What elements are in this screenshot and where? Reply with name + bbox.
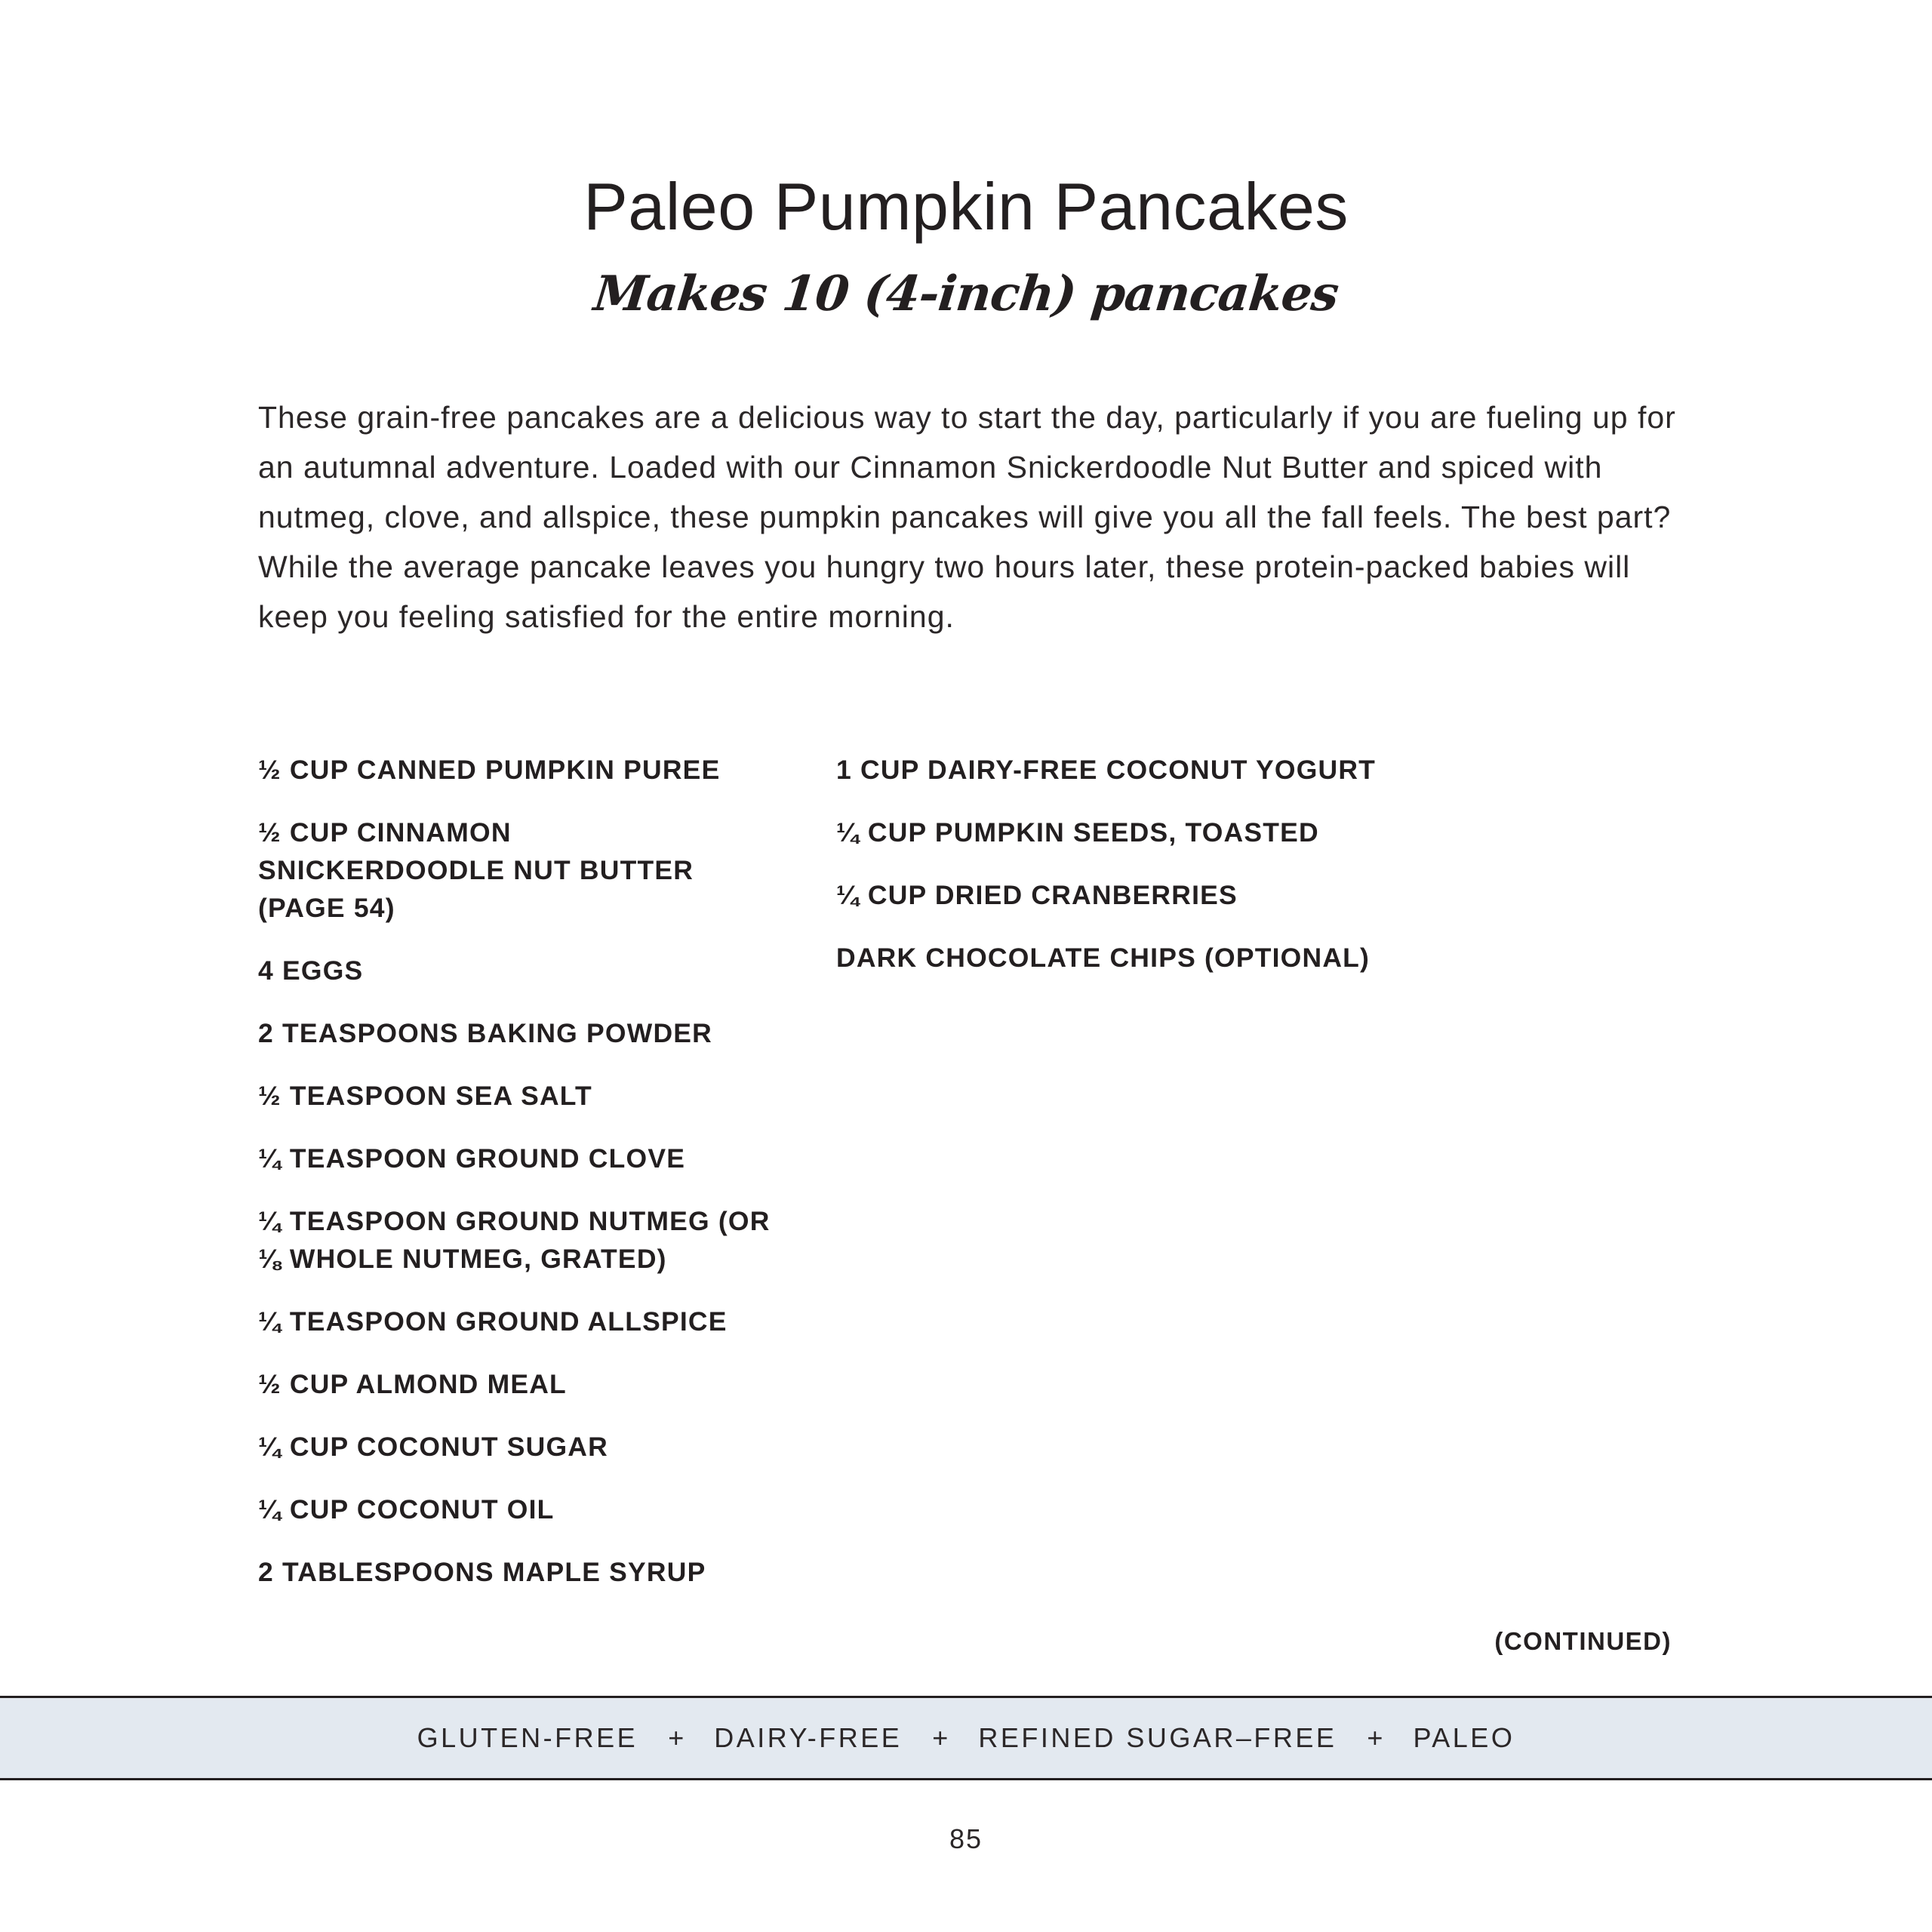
diet-tag: REFINED SUGAR–FREE: [978, 1722, 1337, 1753]
ingredient-item: 2 TABLESPOONS MAPLE SYRUP: [258, 1557, 706, 1587]
tag-separator: +: [932, 1722, 949, 1753]
diet-tag: PALEO: [1413, 1722, 1515, 1753]
recipe-intro: These grain-free pancakes are a delicious way to start the day, particularly if you are fueling up for an autumnal adventure. Loaded with our Cinnamon Snickerdoodle Nut Butter and spiced with nutmeg, clove, and allspice, these pumpkin pancakes will give you all the fall feels. The best part? While the average pancake leaves you hungry two hours later, these protein-packed babies will keep you feeling satisfied for the entire morning.: [258, 400, 1676, 634]
ingredient-item: ¼ CUP DRIED CRANBERRIES: [836, 880, 1238, 910]
ingredient-item: ½ CUP CANNED PUMPKIN PUREE: [258, 755, 721, 785]
ingredient-item: 4 EGGS: [258, 955, 364, 986]
ingredients-right-column: [836, 751, 1515, 1001]
ingredients-left-column: [258, 751, 786, 1616]
recipe-title: Paleo Pumpkin Pancakes: [583, 169, 1349, 244]
continued-note: (CONTINUED): [1494, 1627, 1672, 1655]
diet-tag: DAIRY-FREE: [714, 1722, 903, 1753]
ingredient-item: 2 TEASPOONS BAKING POWDER: [258, 1018, 713, 1048]
recipe-yield: Makes 10 (4-inch) pancakes: [591, 266, 1341, 322]
ingredient-item: DARK CHOCOLATE CHIPS (OPTIONAL): [836, 943, 1371, 973]
diet-tags-band: [0, 1696, 1932, 1780]
ingredient-item: 1 CUP DAIRY-FREE COCONUT YOGURT: [836, 755, 1377, 785]
ingredient-item: ¼ CUP COCONUT SUGAR: [258, 1432, 608, 1462]
ingredient-item: ½ CUP CINNAMON SNICKERDOODLE NUT BUTTER (PAGE 54): [258, 817, 694, 923]
ingredient-item: ¼ CUP COCONUT OIL: [258, 1494, 555, 1524]
tag-separator: +: [668, 1722, 685, 1753]
ingredient-item: ¼ TEASPOON GROUND CLOVE: [258, 1143, 686, 1174]
ingredient-item: ¼ CUP PUMPKIN SEEDS, TOASTED: [836, 817, 1319, 848]
ingredient-item: ½ CUP ALMOND MEAL: [258, 1369, 567, 1399]
page-number: 85: [949, 1823, 983, 1854]
ingredient-item: ½ TEASPOON SEA SALT: [258, 1081, 592, 1111]
ingredient-item: ¼ TEASPOON GROUND NUTMEG (OR ⅛ WHOLE NUTMEG, GRATED): [258, 1206, 771, 1274]
tag-separator: +: [1367, 1722, 1383, 1753]
diet-tag: GLUTEN-FREE: [417, 1722, 638, 1753]
ingredient-item: ¼ TEASPOON GROUND ALLSPICE: [258, 1306, 728, 1337]
